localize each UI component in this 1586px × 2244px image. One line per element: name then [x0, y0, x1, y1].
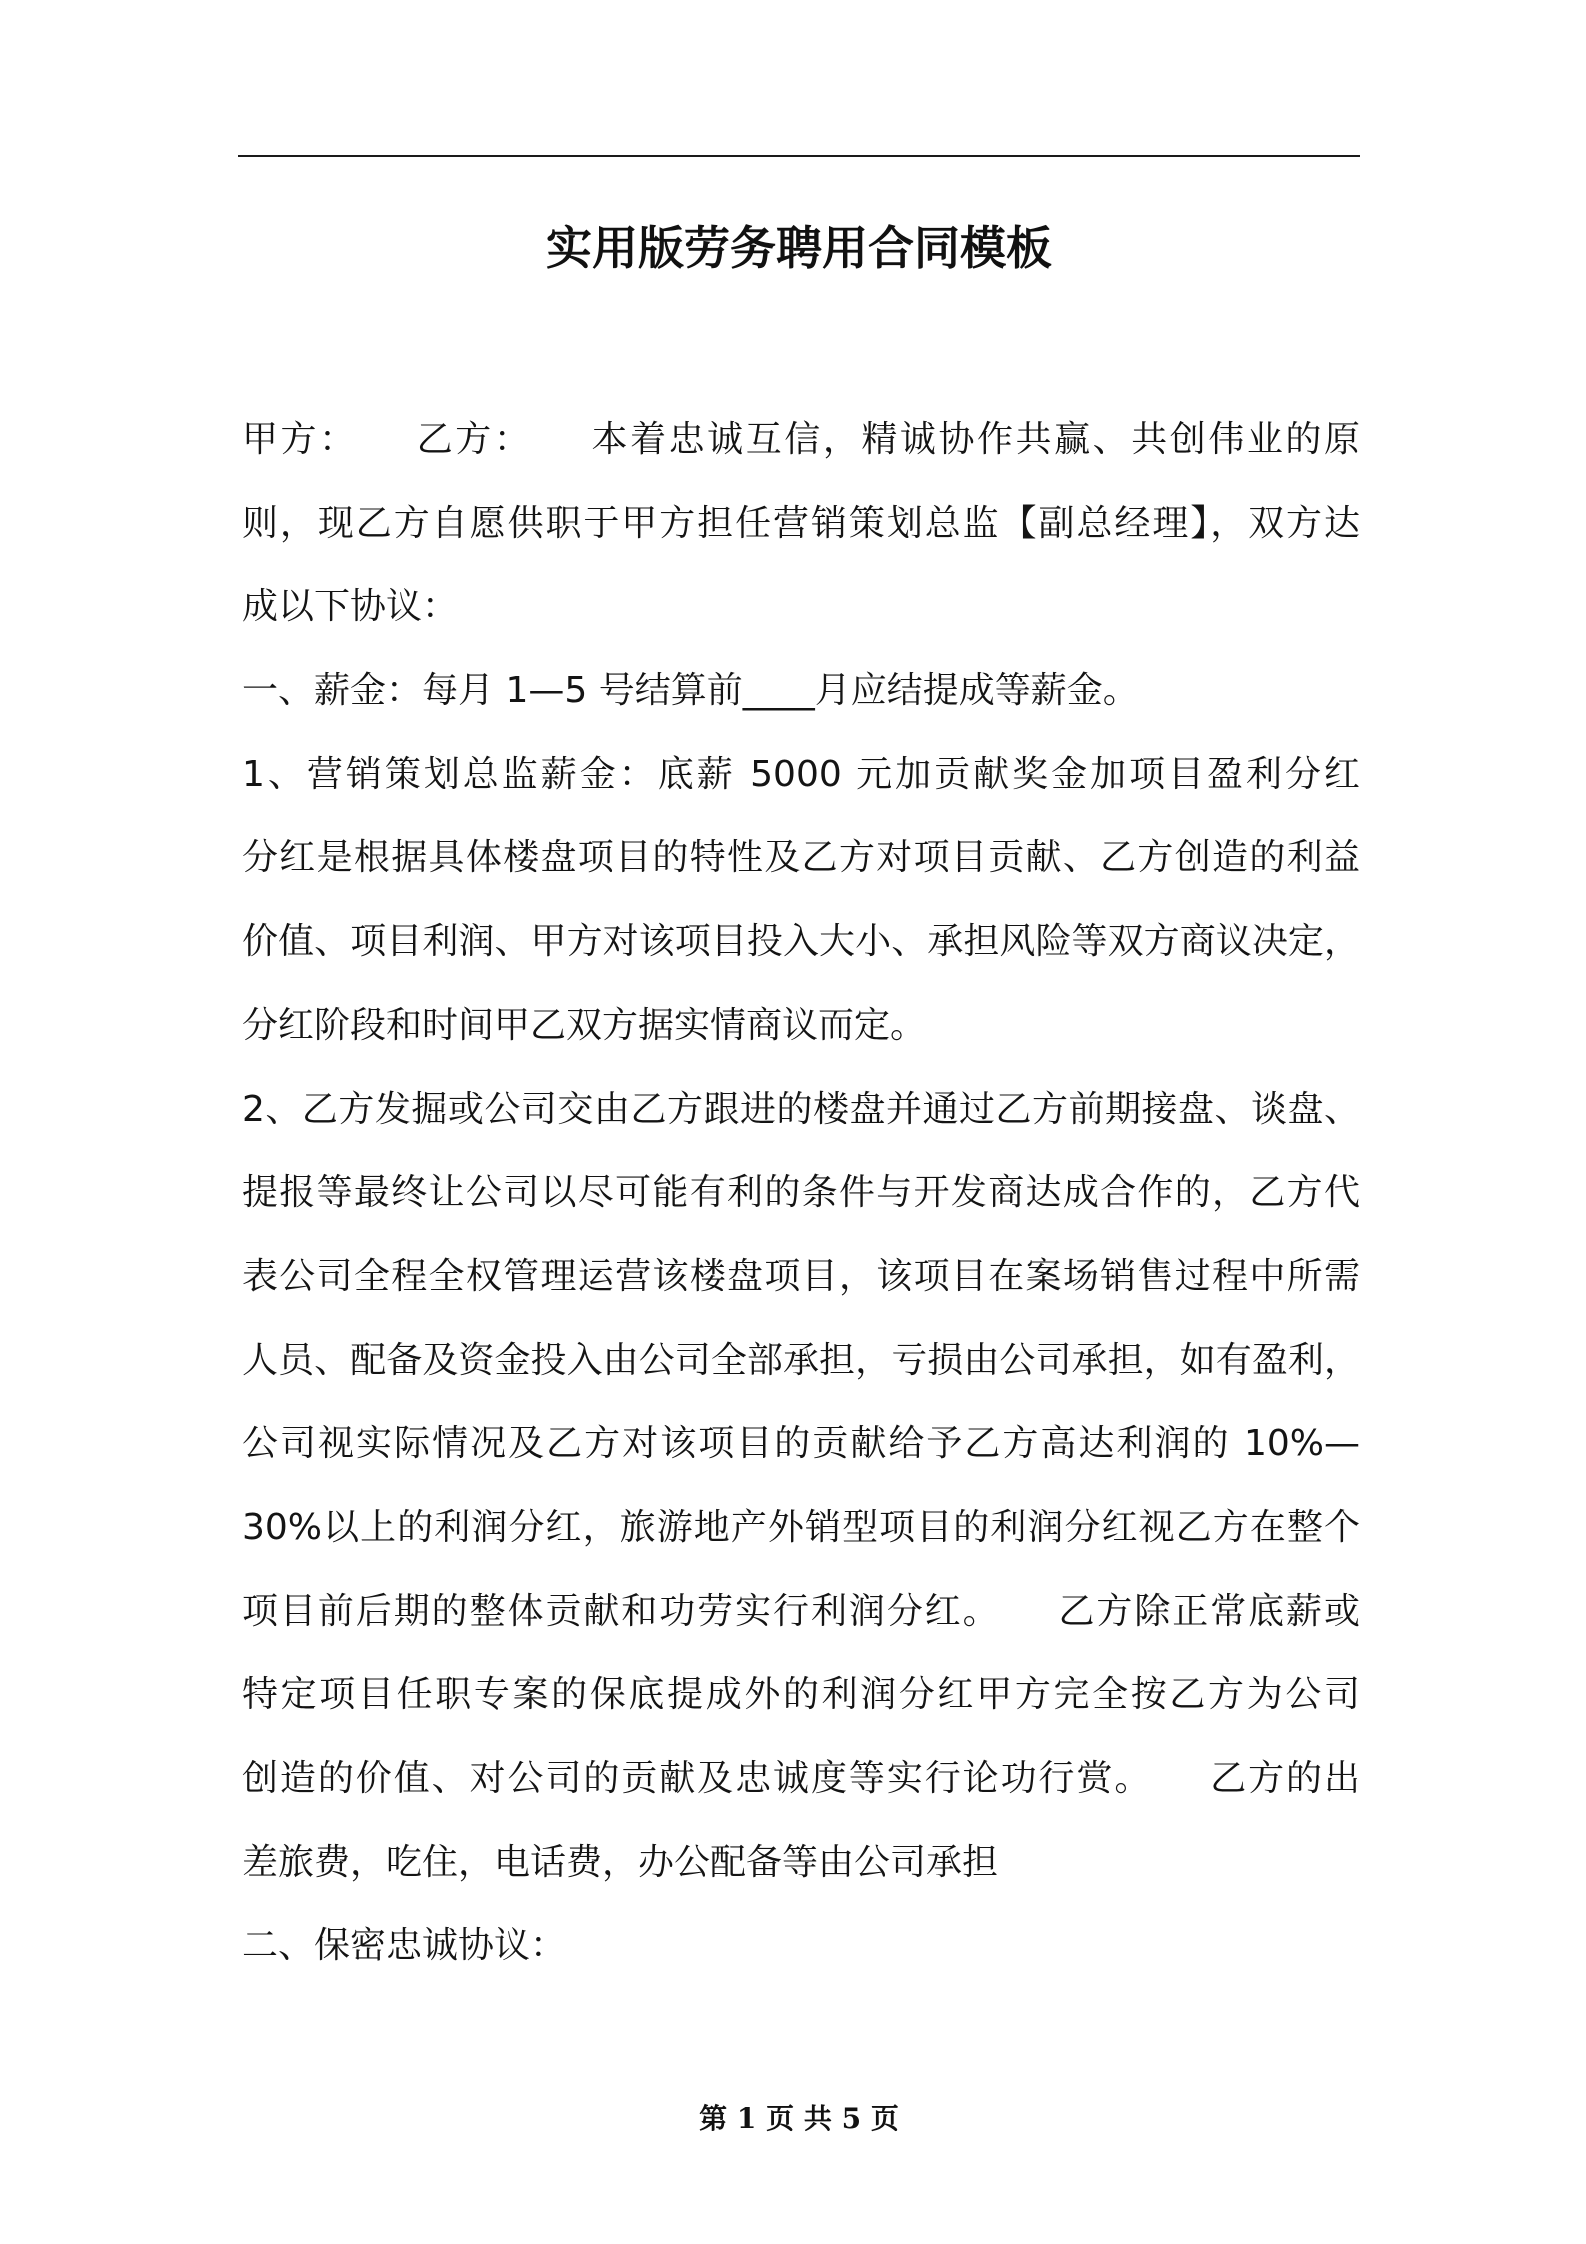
- body-line: 差旅费，吃住，电话费，办公配备等由公司承担: [242, 1841, 999, 1883]
- body-line: 项目前后期的整体贡献和功劳实行利润分红。 乙方除正常底薪或: [242, 1590, 1360, 1632]
- body-line: 特定项目任职专案的保底提成外的利润分红甲方完全按乙方为公司: [242, 1674, 1360, 1716]
- body-line: 人员、配备及资金投入由公司全部承担，亏损由公司承担，如有盈利，: [242, 1339, 1360, 1381]
- body-line: 提报等最终让公司以尽可能有利的条件与开发商达成合作的，乙方代: [242, 1172, 1360, 1214]
- body-line: 表公司全程全权管理运营该楼盘项目，该项目在案场销售过程中所需: [242, 1255, 1360, 1297]
- document-body: [242, 398, 1360, 1988]
- page-footer: 第 1 页 共 5 页: [699, 2102, 899, 2135]
- header-rule: [238, 155, 1360, 157]
- body-line: 1、营销策划总监薪金：底薪 5000 元加贡献奖金加项目盈利分红: [242, 753, 1360, 795]
- body-line: 分红是根据具体楼盘项目的特性及乙方对项目贡献、乙方创造的利益: [242, 837, 1360, 879]
- document-title: 实用版劳务聘用合同模板: [546, 221, 1052, 275]
- body-line: 甲方： 乙方： 本着忠诚互信，精诚协作共赢、共创伟业的原: [242, 419, 1360, 460]
- body-line: 分红阶段和时间甲乙双方据实情商议而定。: [242, 1004, 927, 1046]
- body-line: 创造的价值、对公司的贡献及忠诚度等实行论功行赏。 乙方的出: [242, 1758, 1360, 1799]
- body-line: 价值、项目利润、甲方对该项目投入大小、承担风险等双方商议决定，: [242, 921, 1360, 963]
- section-heading-confidentiality: 二、保密忠诚协议：: [242, 1925, 567, 1967]
- body-line: 则，现乙方自愿供职于甲方担任营销策划总监【副总经理】，双方达: [242, 502, 1360, 544]
- body-line: 公司视实际情况及乙方对该项目的贡献给予乙方高达利润的 10%—: [242, 1423, 1360, 1465]
- body-line: 30%以上的利润分红，旅游地产外销型项目的利润分红视乙方在整个: [242, 1506, 1360, 1548]
- body-line: 成以下协议：: [242, 586, 459, 628]
- body-line: 2、乙方发掘或公司交由乙方跟进的楼盘并通过乙方前期接盘、谈盘、: [242, 1088, 1360, 1130]
- section-heading-salary: 一、薪金：每月 1—5 号结算前____月应结提成等薪金。: [242, 670, 1139, 712]
